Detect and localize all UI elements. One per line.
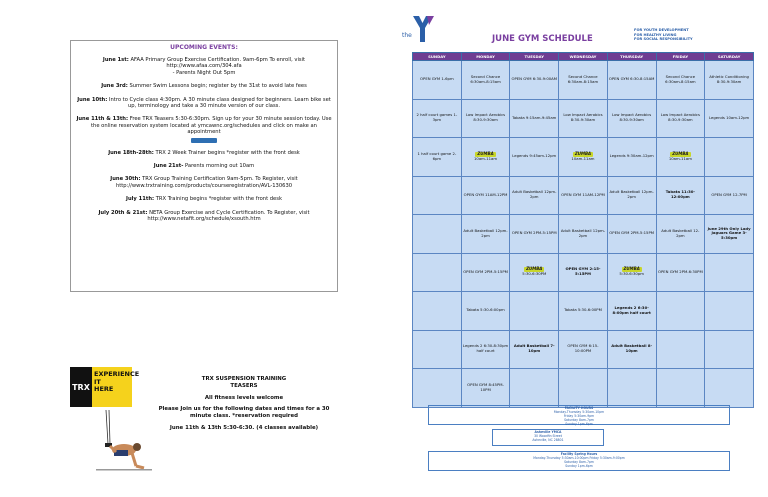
schedule-title: JUNE GYM SCHEDULE: [492, 34, 593, 44]
day-header: FRIDAY: [656, 53, 705, 61]
schedule-cell: Legends 2 6:30-8:00pm half court: [607, 292, 656, 331]
trx-logo-mark: TRX: [70, 367, 92, 407]
schedule-cell: OPEN GYM 2:15-5:15PM: [559, 253, 608, 292]
class-time: 10am-11am: [474, 155, 498, 161]
schedule-cell: [413, 215, 462, 254]
schedule-cell: [607, 253, 656, 292]
event-date: July 20th & 21st:: [98, 209, 148, 216]
event-date: June 21st-: [153, 163, 184, 170]
schedule-row: [413, 369, 754, 408]
schedule-cell: [413, 369, 462, 408]
schedule-cell: Tabata 11:30-12:00pm: [656, 176, 705, 215]
schedule-cell: Adult Basketball 8-10pm: [607, 330, 656, 369]
spring-hours-line: Monday-Thursday 5:30am-10:00pm Friday 5:30am-9:00pm: [533, 455, 625, 460]
schedule-cell: [705, 138, 754, 177]
schedule-cell: OPEN GYM 6:15-10:00PM: [559, 330, 608, 369]
class-time: 10am-11am: [668, 155, 692, 161]
event-text: TRX Group Training Certification 9am-5pm. To Register, visit http://www.trxtraining.com/products/courseregistration/AVL-130630: [115, 176, 298, 189]
schedule-cell: [510, 253, 559, 292]
schedule-cell: OPEN GYM 1-6pm: [413, 61, 462, 100]
event-text: AFAA Primary Group Exercise Certification. 9am-6pm To enroll, visit http://www.afaa.com/304.afa: [130, 57, 306, 70]
schedule-cell: Adult Basketball 12pm-2pm: [607, 176, 656, 215]
facility-hours-line: Sunday 1pm-6pm: [565, 421, 593, 426]
schedule-cell: [510, 369, 559, 408]
schedule-cell: Second Chance 6:30am-8:15am: [656, 61, 705, 100]
event-date: June 3rd:: [101, 83, 128, 90]
event-item: [75, 57, 333, 76]
schedule-cell: [656, 369, 705, 408]
schedule-cell: Adult Basketball 12-2pm: [656, 215, 705, 254]
facility-hours-line: Saturday 8am-7pm: [564, 417, 594, 422]
schedule-cell: [559, 138, 608, 177]
schedule-cell: Low Impact Aerobics 8:30-9:30am: [461, 99, 510, 138]
spring-hours-line: Saturday 8am-7pm: [564, 459, 594, 464]
event-date: July 11th:: [126, 196, 155, 203]
schedule-cell: 1 half court game 2-6pm: [413, 138, 462, 177]
schedule-cell: [413, 253, 462, 292]
spring-hours-box: [428, 451, 730, 471]
schedule-row: [413, 138, 754, 177]
schedule-cell: Legends 9:45am-12pm: [510, 138, 559, 177]
event-item: [75, 116, 333, 142]
schedule-cell: OPEN GYM 2PM-5:15PM: [461, 253, 510, 292]
schedule-cell: Adult Basketball 12pm-2pm: [510, 176, 559, 215]
schedule-cell: Low Impact Aerobics 8:30-9:30am: [607, 99, 656, 138]
trx-logo-slogan: [92, 367, 140, 407]
day-header: THURSDAY: [607, 53, 656, 61]
schedule-cell: [705, 369, 754, 408]
ymca-tagline: [634, 28, 693, 42]
address-line: Asheville, NC 28801: [532, 437, 564, 442]
schedule-row: [413, 176, 754, 215]
schedule-header-row: [413, 53, 754, 61]
day-header: TUESDAY: [510, 53, 559, 61]
schedule-cell: [656, 292, 705, 331]
trx-dates: June 11th & 13th 5:30-6:30. (4 classes available): [169, 424, 319, 431]
event-text: TRX 2 Week Trainer begins *register with the front desk: [155, 149, 300, 156]
day-header: WEDNESDAY: [559, 53, 608, 61]
trx-join-text: Please Join us for the following dates and times for a 30 minute class. *reservation required: [158, 406, 330, 420]
schedule-cell: OPEN GYM 2PM-6:30PM: [656, 253, 705, 292]
ymca-logo: [398, 14, 440, 44]
schedule-cell: [705, 292, 754, 331]
schedule-row: [413, 253, 754, 292]
facility-hours-title: FACILITY HOURS: [564, 406, 594, 410]
schedule-body: [413, 61, 754, 408]
zumba-logo: ZUMBA: [672, 150, 689, 156]
schedule-cell: [656, 330, 705, 369]
event-item: [75, 150, 333, 156]
schedule-cell: Legends 10am-12pm: [705, 99, 754, 138]
schedule-cell: Adult Basketball 12pm-2pm: [461, 215, 510, 254]
event-item: [75, 163, 333, 169]
event-text: NETA Group Exercise and Cycle Certification. To Register, visit http://www.netafit.org/schedule/xsouth.htm: [147, 209, 310, 223]
schedule-cell: [461, 138, 510, 177]
event-text: Free TRX Teasers 5:30-6:30pm. Sign up for your 30 minute session today. Use the online reservation system located at ymcawnc.org/schedules and click on make an appointment: [91, 116, 332, 136]
facility-hours-line: Friday 5:30am-9pm: [563, 413, 595, 418]
schedule-cell: OPEN GYM 2PM-5:15PM: [607, 215, 656, 254]
event-date: June 11th & 13th:: [76, 116, 129, 123]
event-date: June 18th-28th:: [108, 149, 154, 156]
schedule-cell: Legends 2 6:30-8:30pm half court: [461, 330, 510, 369]
trx-title-2: TEASERS: [230, 382, 258, 389]
event-text: Parents morning out 10am: [185, 163, 255, 170]
class-time: 5:30-6:30pm: [619, 271, 644, 277]
event-item: [75, 83, 333, 89]
event-item: [75, 176, 333, 189]
facility-hours-line: Monday-Thursday 5:30am-10pm: [553, 409, 605, 414]
address-title: Asheville YMCA: [534, 430, 562, 434]
schedule-cell: [510, 292, 559, 331]
facility-hours-box: [428, 405, 730, 425]
tagline-line: FOR YOUTH DEVELOPMENT: [634, 28, 689, 32]
schedule-row: [413, 215, 754, 254]
event-text: Summer Swim Lessons begin; register by the 31st to avoid late fees: [129, 83, 307, 90]
address-box: [492, 429, 604, 446]
make-appointment-button[interactable]: [191, 138, 217, 143]
event-item: [75, 196, 333, 202]
schedule-cell: Athletic Conditioning 8:30-9:30am: [705, 61, 754, 100]
schedule-cell: Second Chance 6:30am-8:15am: [559, 61, 608, 100]
schedule-cell: Second Chance 6:30am-8:15am: [461, 61, 510, 100]
events-title: UPCOMING EVENTS:: [170, 44, 238, 51]
schedule-cell: OPEN GYM 12-7PM: [705, 176, 754, 215]
schedule-cell: 2 half court games 1-3pm: [413, 99, 462, 138]
schedule-cell: Low Impact Aerobics 8:30-9:30am: [559, 99, 608, 138]
zumba-logo: ZUMBA: [574, 150, 592, 156]
ymca-logo-text: the: [402, 32, 412, 39]
day-header: MONDAY: [461, 53, 510, 61]
schedule-cell: [559, 369, 608, 408]
event-item: [75, 210, 333, 223]
event-date: June 10th:: [77, 96, 108, 103]
schedule-cell: June 29th Only Lady Jaguars Game 3-5:30pm: [705, 215, 754, 254]
event-text: TRX Training begins *register with the front desk: [155, 196, 282, 203]
zumba-logo: ZUMBA: [623, 266, 640, 272]
event-text: Intro to Cycle class 4:30pm. A 30 minute class designed for beginners. Learn bike set up, terminology and take a 30 minute version of our class.: [108, 96, 331, 110]
upcoming-events-box: [70, 40, 338, 292]
schedule-cell: OPEN GYM 8:45PM-10PM: [461, 369, 510, 408]
schedule-cell: Tabata 5:30-6:00pm: [461, 292, 510, 331]
schedule-cell: Legends 9:30am-12pm: [607, 138, 656, 177]
trx-logo: [70, 367, 140, 407]
schedule-cell: Tabata 9:15am-9:45am: [510, 99, 559, 138]
schedule-cell: Low Impact Aerobics 8:30-9:30am: [656, 99, 705, 138]
schedule-row: [413, 99, 754, 138]
right-page: [384, 0, 768, 497]
schedule-cell: OPEN GYM 2PM-5:15PM: [510, 215, 559, 254]
trx-info: [150, 376, 338, 437]
trx-slogan-line: HERE: [94, 385, 114, 393]
tagline-line: FOR HEALTHY LIVING: [634, 32, 677, 37]
schedule-cell: [705, 330, 754, 369]
class-time: 10am-11am: [571, 155, 595, 161]
schedule-cell: Tabata 5:30-6:00PM: [559, 292, 608, 331]
schedule-cell: OPEN GYM 11AM-12PM: [559, 176, 608, 215]
events-list: [75, 57, 333, 223]
schedule-cell: Adult Basketball 7-10pm: [510, 330, 559, 369]
zumba-logo: ZUMBA: [526, 266, 543, 272]
trx-slogan-line: EXPERIENCE: [94, 370, 140, 378]
schedule-cell: Adult Basketball 12pm-2pm: [559, 215, 608, 254]
day-header: SATURDAY: [705, 53, 754, 61]
schedule-cell: [413, 176, 462, 215]
schedule-cell: OPEN GYM 6:30-9:00AM: [510, 61, 559, 100]
trx-title: TRX SUSPENSION TRAINING: [201, 376, 287, 382]
day-header: SUNDAY: [413, 53, 462, 61]
spring-hours-line: Sunday 1pm-6pm: [565, 463, 593, 468]
event-date: June 1st:: [102, 57, 129, 63]
trx-slogan-line: IT: [94, 377, 101, 386]
event-item: [75, 97, 333, 110]
trx-subtitle: All fitness levels welcome: [204, 394, 284, 401]
schedule-cell: OPEN GYM 11AM-12PM: [461, 176, 510, 215]
spring-hours-title: Facility Spring Hours: [560, 452, 598, 456]
event-extra: - Parents Night Out 5pm: [172, 69, 236, 76]
schedule-cell: [413, 330, 462, 369]
tagline-line: FOR SOCIAL RESPONSIBILITY: [634, 37, 693, 42]
gym-schedule-table: [412, 52, 754, 408]
schedule-row: [413, 292, 754, 331]
schedule-row: [413, 61, 754, 100]
schedule-cell: [656, 138, 705, 177]
schedule-cell: [705, 253, 754, 292]
zumba-logo: ZUMBA: [477, 150, 494, 156]
schedule-cell: OPEN GYM 6:30-8:15AM: [607, 61, 656, 100]
class-time: 5:30-6:30PM: [522, 271, 547, 277]
trx-exercise-figure: [86, 410, 152, 472]
address-line: 30 Woodfin Street: [534, 433, 562, 438]
schedule-cell: [607, 369, 656, 408]
schedule-cell: [413, 292, 462, 331]
event-date: June 30th:: [110, 176, 141, 183]
schedule-row: [413, 330, 754, 369]
